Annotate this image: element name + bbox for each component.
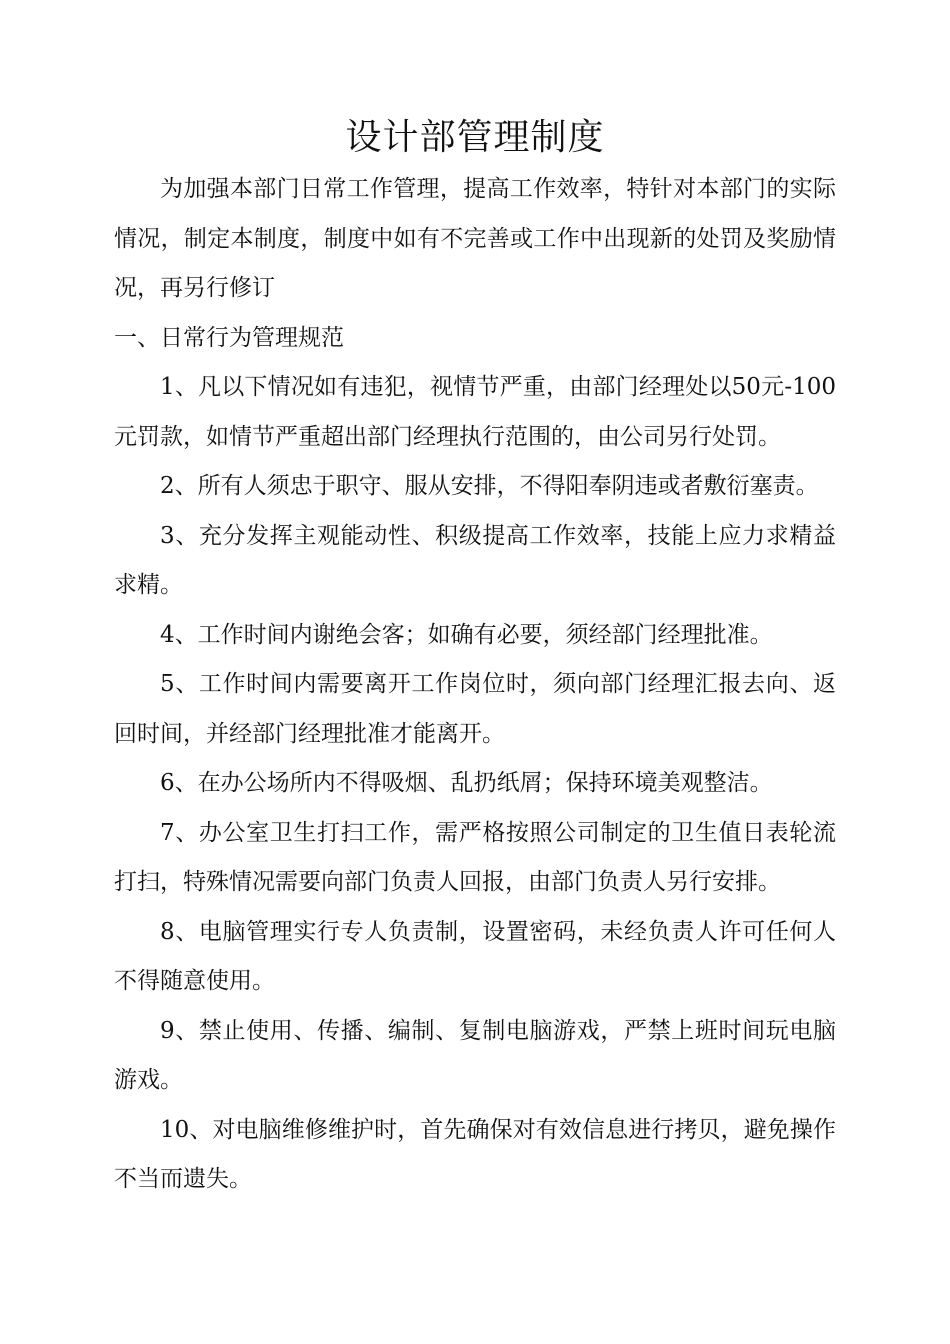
rule-item-6: 6、在办公场所内不得吸烟、乱扔纸屑；保持环境美观整洁。 (160, 770, 773, 796)
rule-item-2: 2、所有人须忠于职守、服从安排，不得阳奉阴违或者敷衍塞责。 (160, 473, 819, 499)
rule-item-10: 10、对电脑维修维护时，首先确保对有效信息进行拷贝，避免操作不当而遗失。 (114, 1116, 836, 1192)
rule-item-7: 7、办公室卫生打扫工作，需严格按照公司制定的卫生值日表轮流打扫，特殊情况需要向部门负责人回报，由部门负责人另行安排。 (114, 819, 836, 895)
rule-item-9: 9、禁止使用、传播、编制、复制电脑游戏，严禁上班时间玩电脑游戏。 (114, 1017, 836, 1093)
section-heading: 一、日常行为管理规范 (114, 324, 344, 351)
rule-item-8: 8、电脑管理实行专人负责制，设置密码，未经负责人许可任何人不得随意使用。 (114, 918, 836, 994)
rule-item-1: 1、凡以下情况如有违犯，视情节严重，由部门经理处以50元-100元罚款，如情节严重超出部门经理执行范围的，由公司另行处罚。 (114, 374, 836, 450)
document-title: 设计部管理制度 (345, 117, 605, 158)
intro-paragraph: 为加强本部门日常工作管理，提高工作效率，特针对本部门的实际情况，制定本制度，制度中如有不完善或工作中出现新的处罚及奖励情况，再另行修订 (114, 176, 836, 301)
rule-item-5: 5、工作时间内需要离开工作岗位时，须向部门经理汇报去向、返回时间，并经部门经理批准才能离开。 (114, 671, 836, 747)
rule-item-4: 4、工作时间内谢绝会客；如确有必要，须经部门经理批准。 (160, 621, 773, 648)
rule-item-3: 3、充分发挥主观能动性、积级提高工作效率，技能上应力求精益求精。 (114, 522, 836, 598)
